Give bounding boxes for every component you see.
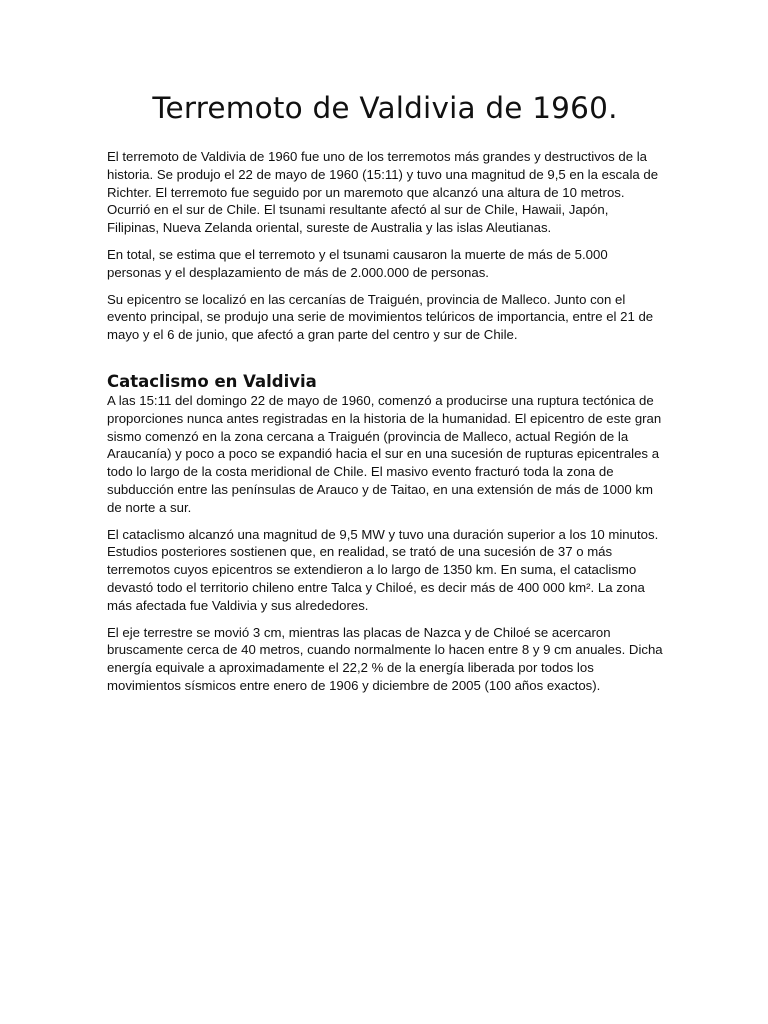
section-paragraph: El eje terrestre se movió 3 cm, mientras las placas de Nazca y de Chiloé se acercaron bruscamente cerca de 40 metros, cuando normalmente lo hacen entre 8 y 9 cm anuales. Dicha energía equivale a aproximadamente el 22,2 % de la energía liberada por todos los movimientos sísmicos entre enero de 1906 y diciembre de 2005 (100 años exactos). [107,624,663,693]
intro-paragraph: En total, se estima que el terremoto y el tsunami causaron la muerte de más de 5.000 personas y el desplazamiento de más de 2.000.000 de personas. [107,246,608,280]
section-heading: Cataclismo en Valdivia [107,371,317,391]
intro-paragraph: El terremoto de Valdivia de 1960 fue uno de los terremotos más grandes y destructivos de la historia. Se produjo el 22 de mayo de 1960 (15:11) y tuvo una magnitud de 9,5 en la escala de Richter. El terremoto fue seguido por un maremoto que alcanzó una altura de 10 metros. Ocurrió en el sur de Chile. El tsunami resultante afectó al sur de Chile, Hawaii, Japón, Filipinas, Nueva Zelanda oriental, sureste de Australia y las islas Aleutianas. [107,149,659,236]
document-title: Terremoto de Valdivia de 1960. [152,91,618,125]
intro-paragraph: Su epicentro se localizó en las cercanías de Traiguén, provincia de Malleco. Junto con el evento principal, se produjo una serie de movimientos telúricos de importancia, entre el 21 de mayo y el 6 de junio, que afectó a gran parte del centro y sur de Chile. [107,291,654,343]
section-paragraph: A las 15:11 del domingo 22 de mayo de 1960, comenzó a producirse una ruptura tectónica de proporciones nunca antes registradas en la historia de la humanidad. El epicentro de este gran sismo comenzó en la zona cercana a Traiguén (provincia de Malleco, actual Región de la Araucanía) y poco a poco se expandió hacia el sur en una sucesión de rupturas epicentrales a todo lo largo de la costa meridional de Chile. El masivo evento fracturó toda la zona de subducción entre las penínsulas de Arauco y de Taitao, en una extensión de más de 1000 km de norte a sur. [107,392,662,515]
document-page [107,88,663,704]
section-paragraph: El cataclismo alcanzó una magnitud de 9,5 MW y tuvo una duración superior a los 10 minutos. Estudios posteriores sostienen que, en realidad, se trató de una sucesión de 37 o más terremotos cuyos epicentros se extendieron a lo largo de 1350 km. En suma, el cataclismo devastó todo el territorio chileno entre Talca y Chiloé, es decir más de 400 000 km². La zona más afectada fue Valdivia y sus alrededores. [107,526,659,613]
